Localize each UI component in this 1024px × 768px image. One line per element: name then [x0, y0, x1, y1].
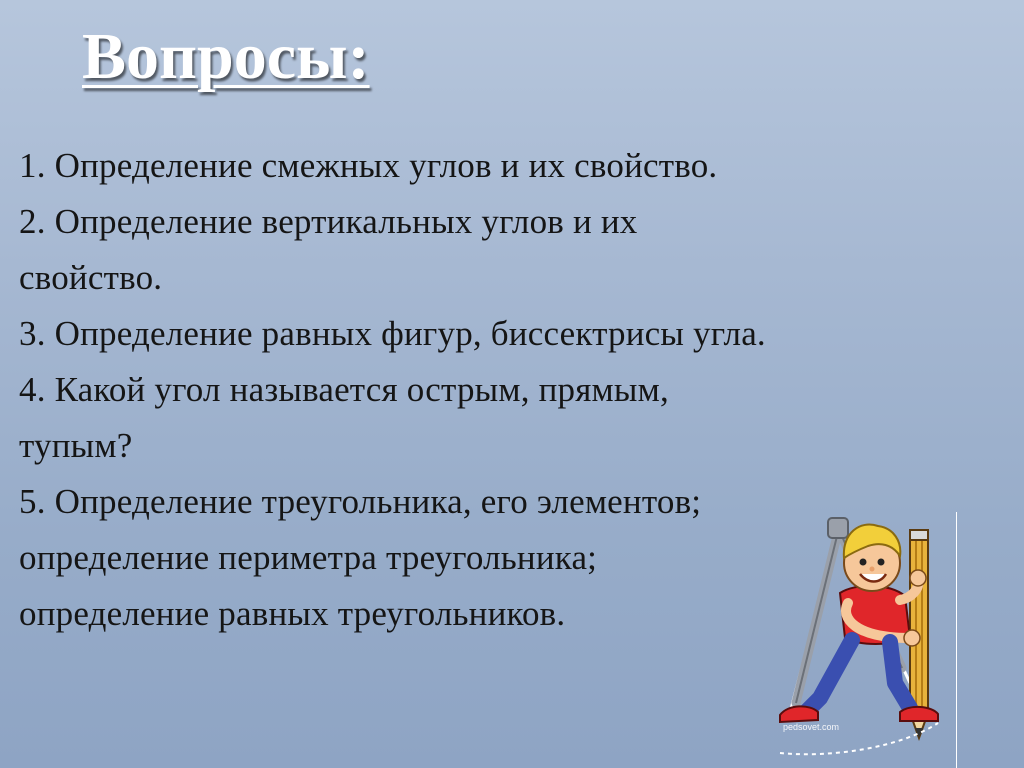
question-line: определение равных треугольников.	[19, 594, 566, 633]
question-line: 4. Какой угол называется острым, прямым,	[19, 370, 669, 409]
question-line: 1. Определение смежных углов и их свойство.	[19, 146, 718, 185]
question-line: 3. Определение равных фигур, биссектрисы угла.	[19, 314, 766, 353]
question-line: тупым?	[19, 426, 133, 465]
question-line: определение периметра треугольника;	[19, 538, 598, 577]
question-line: 2. Определение вертикальных углов и их	[19, 202, 638, 241]
slide-title: Вопросы:	[82, 20, 370, 93]
clipart-watermark: pedsovet.com	[783, 722, 840, 732]
question-line: 5. Определение треугольника, его элементов;	[19, 482, 702, 521]
question-line: свойство.	[19, 258, 163, 297]
